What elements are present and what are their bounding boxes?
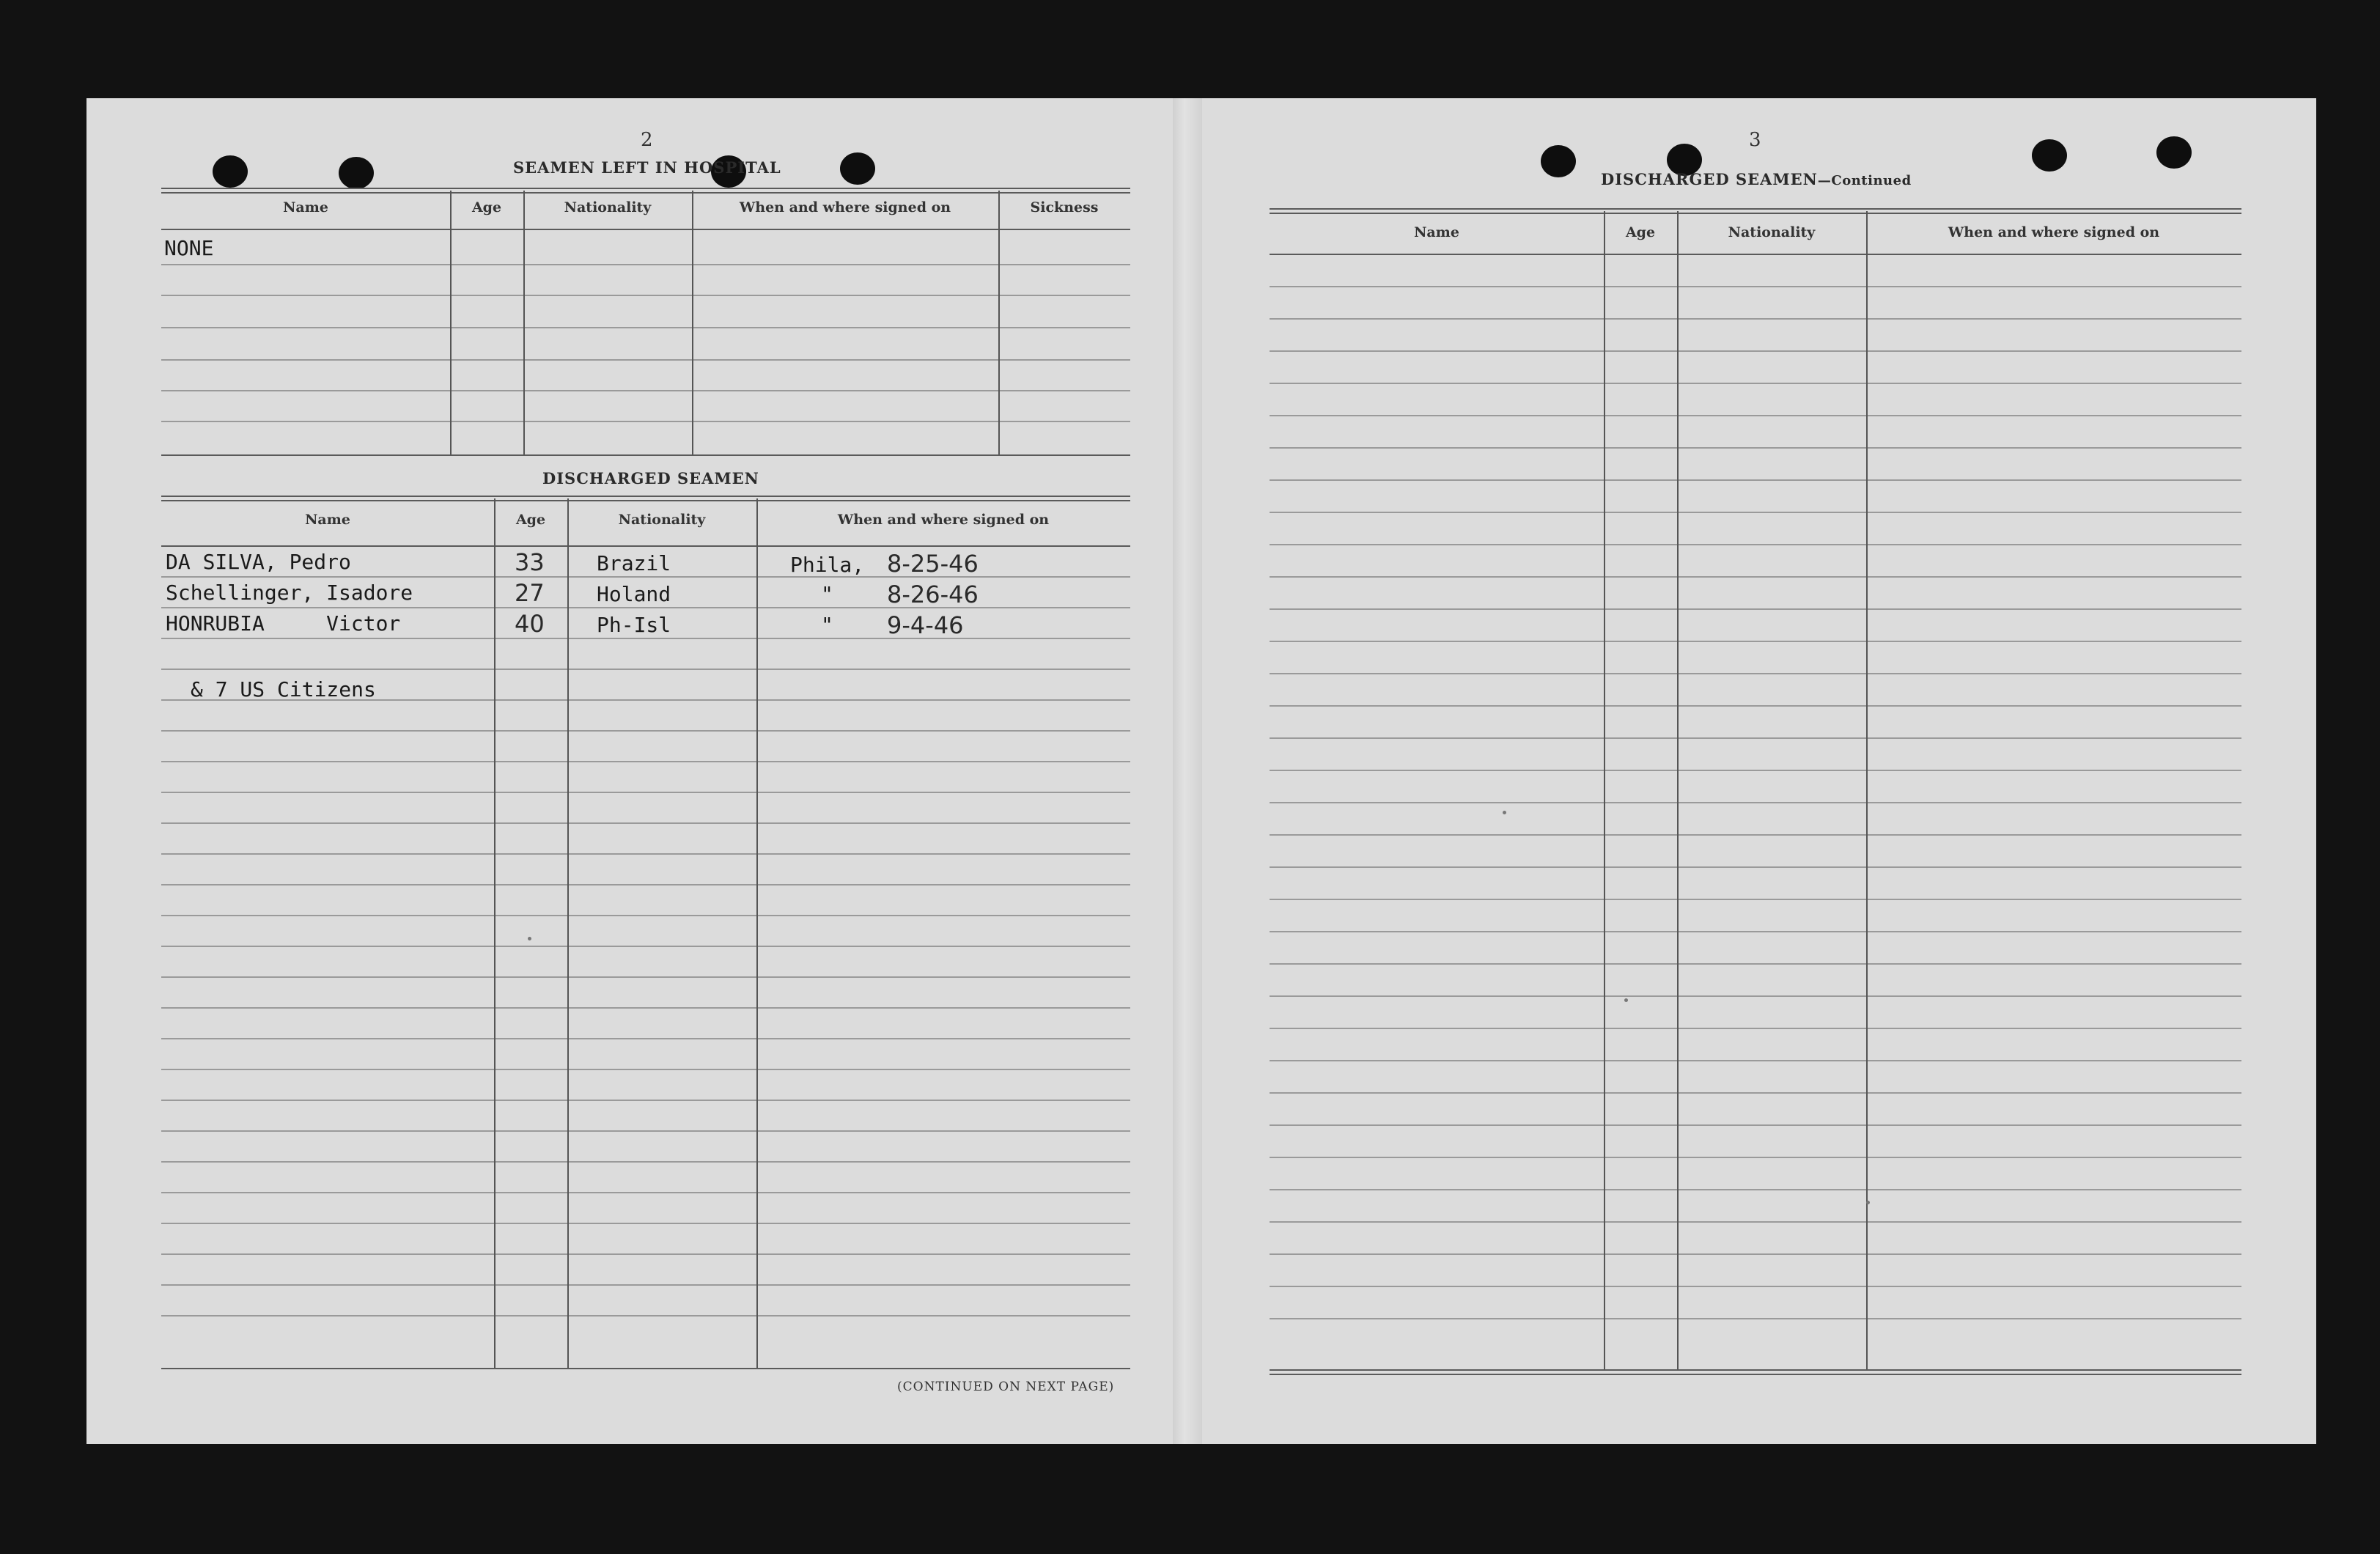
- seaman-name: Schellinger, Isadore: [166, 581, 413, 605]
- citizens-note: & 7 US Citizens: [191, 677, 376, 701]
- hospital-table: [161, 188, 1130, 457]
- col-header-nationality: Nationality: [564, 199, 652, 216]
- seaman-nationality: Holand: [597, 582, 671, 606]
- col-header-age: Age: [471, 199, 502, 216]
- col-header-sickness: Sickness: [1030, 199, 1099, 216]
- seaman-nationality: Ph-Isl: [597, 613, 671, 637]
- discharged-table-right: [1270, 208, 2241, 1381]
- col-header-age: Age: [1625, 224, 1656, 240]
- page-number-right: 3: [1749, 129, 1761, 151]
- col-header-nationality: Nationality: [618, 512, 706, 528]
- punch-hole: [213, 155, 248, 188]
- continued-suffix: —Continued: [1817, 173, 1912, 188]
- discharged-section-title: DISCHARGED SEAMEN: [542, 469, 759, 487]
- col-header-name: Name: [1414, 224, 1459, 240]
- hospital-entry: NONE: [164, 236, 214, 260]
- col-header-signed-on: When and where signed on: [1948, 224, 2160, 240]
- seaman-nationality: Brazil: [597, 551, 671, 575]
- punch-hole: [339, 157, 374, 189]
- seaman-age: 40: [515, 610, 545, 638]
- seaman-name: DA SILVA, Pedro: [166, 550, 351, 574]
- col-header-signed-on: When and where signed on: [739, 199, 951, 216]
- paper-speck: [528, 937, 531, 940]
- punch-hole: [1541, 145, 1576, 177]
- discharged-continued-title-text: DISCHARGED SEAMEN: [1601, 170, 1818, 188]
- signed-on-place: Phila,: [790, 553, 865, 577]
- signed-on-date: 8-26-46: [887, 581, 979, 608]
- signed-on-date: 9-4-46: [887, 611, 964, 639]
- signed-on-place: ": [821, 582, 833, 606]
- page-fold: [1173, 98, 1202, 1444]
- punch-hole: [2156, 136, 2192, 169]
- col-header-name: Name: [283, 199, 328, 216]
- page-number-left: 2: [641, 129, 653, 151]
- discharged-table-left: [161, 496, 1130, 1375]
- col-header-signed-on: When and where signed on: [837, 512, 1050, 528]
- col-header-name: Name: [305, 512, 350, 528]
- seaman-name: HONRUBIA Victor: [166, 611, 401, 636]
- punch-hole: [840, 152, 875, 185]
- paper-speck: [1624, 998, 1628, 1002]
- seaman-age: 33: [515, 548, 545, 576]
- discharged-continued-title: [1601, 170, 1912, 188]
- seaman-age: 27: [515, 579, 545, 607]
- continued-footer: (CONTINUED ON NEXT PAGE): [897, 1380, 1115, 1394]
- signed-on-place: ": [821, 613, 833, 637]
- hospital-section-title: SEAMEN LEFT IN HOSPITAL: [513, 158, 781, 177]
- punch-hole: [2032, 139, 2067, 172]
- col-header-age: Age: [515, 512, 546, 528]
- paper-speck: [1866, 1201, 1870, 1204]
- signed-on-date: 8-25-46: [887, 550, 979, 578]
- paper-speck: [1503, 811, 1506, 814]
- col-header-nationality: Nationality: [1728, 224, 1816, 240]
